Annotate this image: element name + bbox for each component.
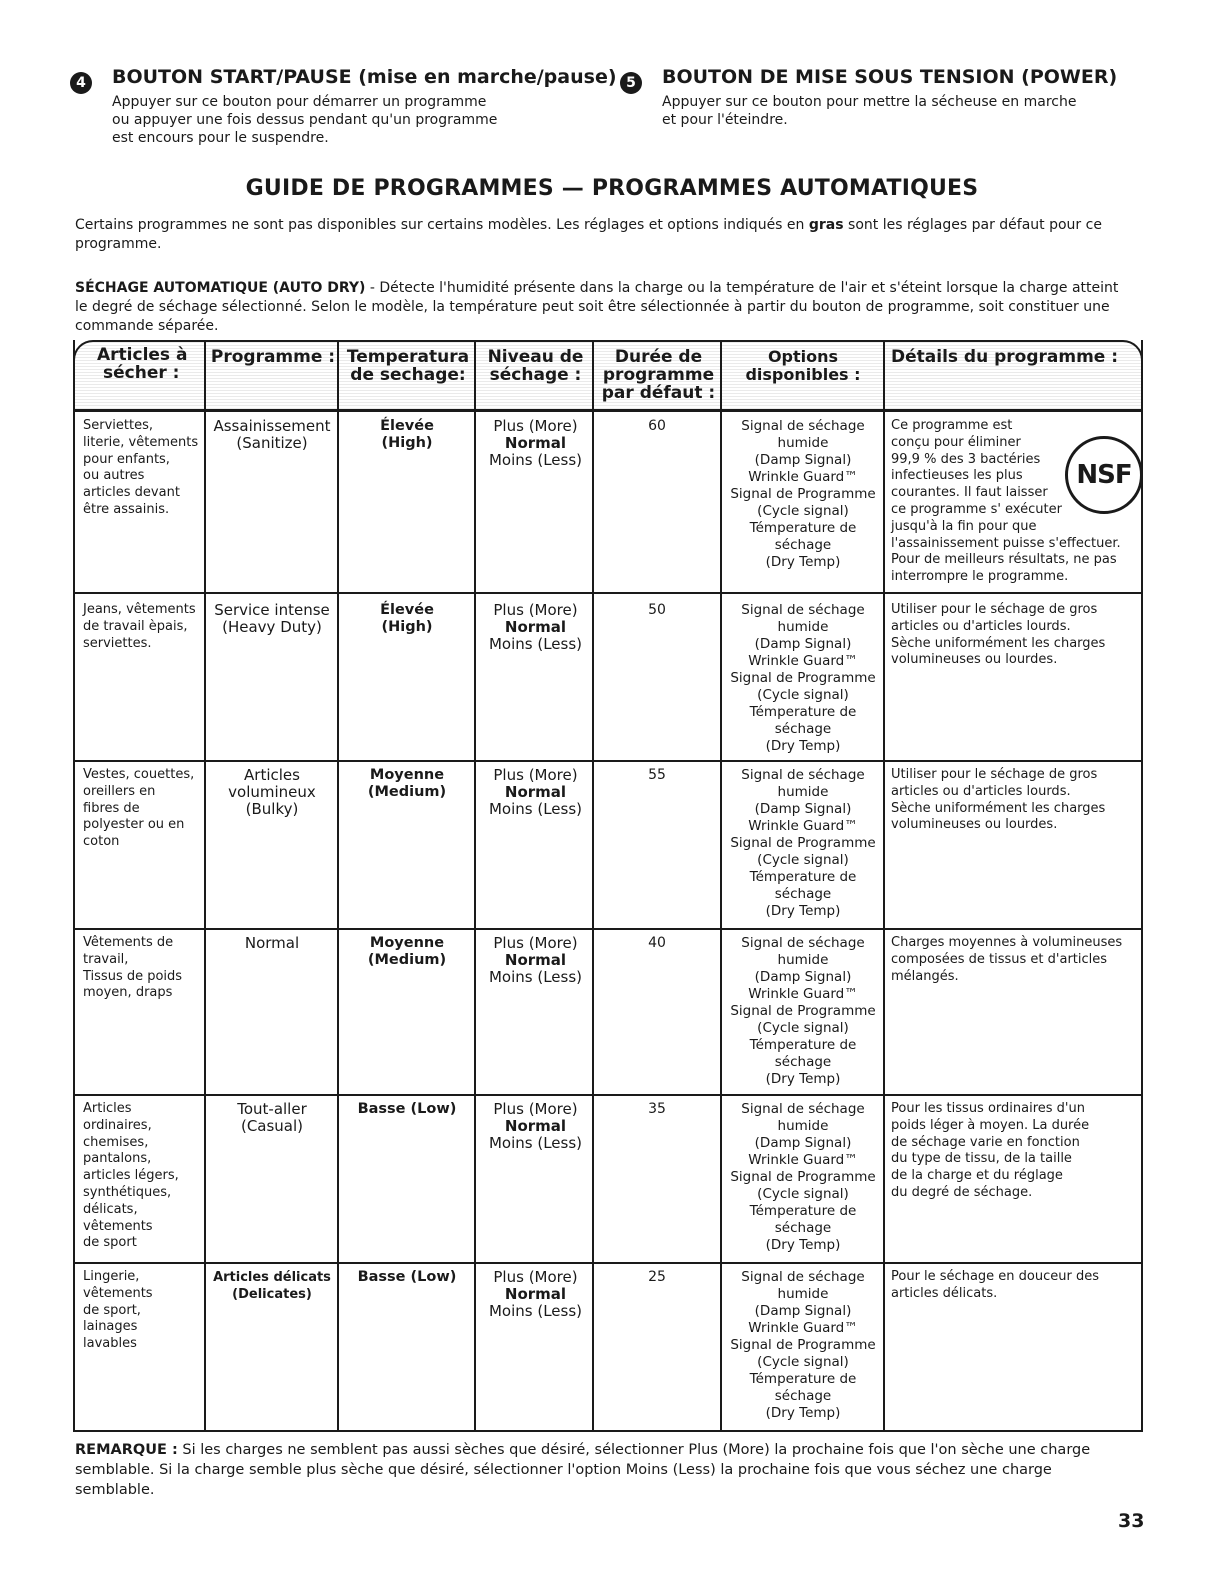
details-cell — [891, 602, 1141, 669]
row-divider — [75, 928, 1141, 930]
programme-cell — [208, 602, 336, 636]
page-number: 33 — [1118, 1510, 1145, 1532]
remarque-text: Si les charges ne semblent pas aussi sèches que désiré, sélectionner Plus (More) la prochaine fois que l'on sèche une charge semblable. Si la charge semble plus sèche que désiré, sélectionner l'option Moins (Less) la prochaine fois que vous séchez une charge semblable. — [75, 1442, 1091, 1498]
cell-line: articles ou d'articles lourds. — [891, 783, 1071, 799]
cell-line: (Dry Temp) — [765, 554, 841, 570]
cell-line: Ce programme est — [891, 418, 1013, 433]
header-line: Articles à — [97, 345, 188, 365]
cell-line: Moins (Less) — [488, 1134, 583, 1152]
cell-line: ce programme s' exécuter — [891, 501, 1062, 517]
niveau-cell — [478, 935, 593, 986]
cell-line-default: Normal — [504, 1117, 567, 1135]
cell-line: délicats, — [83, 1201, 138, 1217]
cell-line-default: Normal — [504, 783, 567, 801]
cell-line: lavables — [83, 1336, 137, 1352]
header-options — [725, 348, 881, 416]
cell-line: Moyenne — [369, 767, 445, 783]
cell-line: 99,9 % des 3 bactéries — [891, 451, 1041, 467]
temperature-cell — [341, 418, 473, 452]
cell-line: articles devant — [83, 485, 180, 501]
program-table — [73, 340, 1143, 1432]
auto-dry-text: - Détecte l'humidité présente dans la charge ou la température de l'air et s'éteint lorsque la charge atteint le degré de séchage sélectionné. Selon le modèle, la température peut soit être sélectionnée à partir du bouton de programme, soit constituer une commande séparée. — [75, 280, 1119, 334]
details-cell — [891, 767, 1141, 834]
cell-line: pour enfants, — [83, 451, 170, 467]
cell-line: moyen, draps — [83, 985, 173, 1001]
cell-line: du degré de séchage. — [891, 1184, 1033, 1200]
row-divider — [75, 592, 1141, 594]
header-temperature — [341, 348, 475, 416]
cell-line: (Dry Temp) — [765, 738, 841, 754]
header-articles — [83, 346, 217, 414]
cell-line: de travail èpais, — [83, 618, 188, 634]
cell-line: Signal de séchage — [741, 602, 865, 618]
cell-line: synthétiques, — [83, 1184, 172, 1200]
articles-cell — [83, 767, 207, 851]
cell-line: Signal de séchage — [741, 767, 865, 783]
auto-dry-paragraph — [75, 279, 1135, 336]
cell-line: (Dry Temp) — [765, 903, 841, 919]
details-cell — [891, 1101, 1141, 1202]
cell-line: Serviettes, — [83, 418, 153, 433]
cell-line: être assainis. — [83, 501, 170, 517]
niveau-cell — [478, 1101, 593, 1152]
articles-cell — [83, 602, 207, 652]
cell-line: Wrinkle Guard™ — [748, 1320, 858, 1336]
cell-line: humide — [777, 1286, 829, 1302]
duree-cell: 25 — [648, 1269, 666, 1285]
duree-cell: 55 — [648, 767, 666, 783]
cell-line: Charges moyennes à volumineuses — [891, 935, 1123, 950]
cell-line: literie, vêtements — [83, 434, 199, 450]
cell-line: Normal — [244, 934, 300, 952]
cell-line: Sèche uniformément les charges — [891, 635, 1106, 651]
cell-line: chemises, — [83, 1134, 149, 1150]
header-line: par défaut : — [601, 383, 716, 403]
cell-line: (Heavy Duty) — [222, 618, 322, 636]
header-line: Options — [767, 347, 839, 366]
auto-dry-label: SÉCHAGE AUTOMATIQUE (AUTO DRY) — [75, 280, 366, 296]
cell-line: (High) — [381, 435, 433, 451]
cell-line: Basse (Low) — [357, 1101, 457, 1117]
desc-line: et pour l'éteindre. — [662, 112, 788, 128]
cell-line: (Sanitize) — [236, 434, 308, 452]
cell-line: jusqu'à la fin pour que — [891, 518, 1037, 534]
cell-line: (Damp Signal) — [754, 1135, 852, 1151]
cell-line: Signal de séchage — [741, 935, 865, 951]
niveau-cell — [478, 767, 593, 818]
desc-line: Appuyer sur ce bouton pour mettre la sécheuse en marche — [662, 94, 1077, 110]
cell-line: Signal de Programme — [730, 486, 876, 502]
cell-line: humide — [777, 435, 829, 451]
start-pause-title: BOUTON START/PAUSE (mise en marche/pause) — [112, 66, 617, 88]
temperature-cell — [341, 602, 473, 636]
cell-line: Témperature de — [749, 1037, 857, 1053]
cell-line: ou autres — [83, 468, 145, 484]
cell-line: Wrinkle Guard™ — [748, 818, 858, 834]
cell-line: Témperature de — [749, 520, 857, 536]
articles-cell — [83, 1101, 207, 1252]
intro-text-end: sont les réglages par défaut pour ce programme. — [75, 217, 1102, 252]
cell-line: fibres de — [83, 800, 140, 816]
cell-line: oreillers en — [83, 783, 156, 799]
cell-line: de sport — [83, 1235, 137, 1251]
temperature-cell — [341, 1101, 473, 1118]
cell-line: (Damp Signal) — [754, 969, 852, 985]
cell-line: l'assainissement puisse s'effectuer. — [891, 535, 1121, 551]
cell-line: coton — [83, 834, 120, 850]
column-divider — [592, 340, 594, 1430]
header-details — [887, 348, 1141, 416]
cell-line: lainages — [83, 1319, 138, 1335]
cell-line: infectieuses les plus — [891, 468, 1023, 484]
cell-line: poids léger à moyen. La durée — [891, 1117, 1090, 1133]
power-description — [662, 93, 1076, 129]
cell-line: (Bulky) — [245, 800, 299, 818]
header-line: sécher : — [103, 363, 180, 383]
cell-line: séchage — [774, 1220, 832, 1236]
cell-line: (Cycle signal) — [757, 852, 849, 868]
cell-line: Signal de Programme — [730, 670, 876, 686]
cell-line: Signal de séchage — [741, 418, 865, 434]
cell-line: (Dry Temp) — [765, 1405, 841, 1421]
cell-line: (Medium) — [367, 784, 447, 800]
cell-line: Jeans, vêtements — [83, 602, 196, 617]
remarque-note — [75, 1440, 1135, 1500]
row-divider — [75, 1094, 1141, 1096]
cell-line: (Damp Signal) — [754, 1303, 852, 1319]
cell-line: Articles — [83, 1101, 132, 1116]
cell-line: Signal de séchage — [741, 1101, 865, 1117]
cell-line: Témperature de — [749, 1203, 857, 1219]
cell-line: Articles délicats — [213, 1270, 331, 1285]
details-cell — [891, 1269, 1141, 1303]
cell-line: articles légers, — [83, 1168, 179, 1184]
cell-line: Wrinkle Guard™ — [748, 986, 858, 1002]
cell-line: ordinaires, — [83, 1117, 152, 1133]
cell-line: volumineuses ou lourdes. — [891, 817, 1058, 833]
header-line: Programme : — [210, 347, 336, 367]
row-divider — [75, 760, 1141, 762]
cell-line: séchage — [774, 1054, 832, 1070]
cell-line: Utiliser pour le séchage de gros — [891, 767, 1098, 782]
cell-line: Wrinkle Guard™ — [748, 653, 858, 669]
intro-bold: gras — [808, 217, 844, 233]
cell-line: Service intense — [214, 601, 330, 619]
duree-cell: 40 — [648, 935, 666, 951]
cell-line: mélangés. — [891, 968, 959, 984]
cell-line: Signal de Programme — [730, 1003, 876, 1019]
cell-line: Témperature de — [749, 869, 857, 885]
cell-line: volumineuses ou lourdes. — [891, 652, 1058, 668]
intro-text: Certains programmes ne sont pas disponibles sur certains modèles. Les réglages et options indiqués en — [75, 217, 809, 233]
intro-paragraph — [75, 216, 1145, 254]
programme-cell — [208, 1269, 336, 1303]
cell-line: (Casual) — [240, 1117, 304, 1135]
cell-line: Signal de Programme — [730, 1337, 876, 1353]
table-header — [73, 340, 1143, 412]
header-programme — [208, 348, 338, 416]
cell-line: de séchage varie en fonction — [891, 1134, 1080, 1150]
cell-line-default: Normal — [504, 1285, 567, 1303]
cell-line: courantes. Il faut laisser — [891, 485, 1048, 501]
cell-line: du type de tissu, de la taille — [891, 1151, 1072, 1167]
cell-line: Moins (Less) — [488, 968, 583, 986]
cell-line: Tout-aller — [237, 1100, 307, 1118]
cell-line: Moins (Less) — [488, 1302, 583, 1320]
niveau-cell — [478, 602, 593, 653]
nsf-logo: NSF — [1065, 436, 1143, 514]
articles-cell — [83, 935, 207, 1002]
header-line: Détails du programme : — [891, 347, 1119, 367]
cell-line: Vêtements de — [83, 935, 174, 950]
cell-line: (Damp Signal) — [754, 636, 852, 652]
cell-line: travail, — [83, 951, 129, 967]
cell-line: pantalons, — [83, 1151, 152, 1167]
options-cell — [725, 1101, 881, 1254]
cell-line: (Delicates) — [232, 1287, 312, 1302]
cell-line: (Medium) — [367, 952, 447, 968]
cell-line: Moins (Less) — [488, 451, 583, 469]
header-duree — [596, 348, 721, 416]
programme-cell — [208, 418, 336, 452]
cell-line: Articles — [244, 766, 300, 784]
cell-line: humide — [777, 1118, 829, 1134]
column-divider — [883, 340, 885, 1430]
cell-line: (Cycle signal) — [757, 1354, 849, 1370]
header-line: séchage : — [489, 365, 582, 385]
programme-cell — [208, 935, 336, 952]
desc-line: ou appuyer une fois dessus pendant qu'un programme — [112, 112, 498, 128]
cell-line-default: Normal — [504, 618, 567, 636]
cell-line: (Cycle signal) — [757, 503, 849, 519]
cell-line: Plus (More) — [493, 1268, 578, 1286]
cell-line: de sport, — [83, 1302, 141, 1318]
cell-line: Moins (Less) — [488, 800, 583, 818]
cell-line: Wrinkle Guard™ — [748, 1152, 858, 1168]
cell-line: interrompre le programme. — [891, 569, 1069, 585]
header-niveau — [478, 348, 593, 416]
programme-cell — [208, 1101, 336, 1135]
cell-line: polyester ou en — [83, 817, 185, 833]
cell-line: Témperature de — [749, 1371, 857, 1387]
cell-line: (Damp Signal) — [754, 452, 852, 468]
temperature-cell — [341, 767, 473, 801]
cell-line: Vestes, couettes, — [83, 767, 195, 782]
programme-cell — [208, 767, 336, 818]
cell-line: (Dry Temp) — [765, 1237, 841, 1253]
cell-line: Signal de Programme — [730, 1169, 876, 1185]
cell-line: articles délicats. — [891, 1285, 998, 1301]
options-cell — [725, 935, 881, 1088]
niveau-cell — [478, 1269, 593, 1320]
options-cell — [725, 767, 881, 920]
cell-line: (Cycle signal) — [757, 1186, 849, 1202]
cell-line: Basse (Low) — [357, 1269, 457, 1285]
remarque-label: REMARQUE : — [75, 1442, 178, 1458]
cell-line-default: Normal — [504, 434, 567, 452]
cell-line: Témperature de — [749, 704, 857, 720]
cell-line: séchage — [774, 1388, 832, 1404]
cell-line: composées de tissus et d'articles — [891, 951, 1108, 967]
articles-cell — [83, 418, 207, 519]
guide-title: GUIDE DE PROGRAMMES — PROGRAMMES AUTOMATIQUES — [245, 176, 979, 201]
cell-line: Pour de meilleurs résultats, ne pas — [891, 552, 1117, 568]
header-line: disponibles : — [745, 365, 861, 384]
header-line: de sechage: — [350, 365, 466, 385]
options-cell — [725, 418, 881, 571]
duree-cell: 35 — [648, 1101, 666, 1117]
header-line: programme — [602, 365, 715, 385]
cell-line: humide — [777, 952, 829, 968]
cell-line: Plus (More) — [493, 417, 578, 435]
cell-line: Moyenne — [369, 935, 445, 951]
cell-line: vêtements — [83, 1285, 153, 1301]
duree-cell: 60 — [648, 418, 666, 434]
cell-line: Plus (More) — [493, 601, 578, 619]
cell-line: Plus (More) — [493, 1100, 578, 1118]
start-pause-description — [112, 93, 497, 147]
header-line: Temperatura — [346, 347, 470, 367]
temperature-cell — [341, 1269, 473, 1286]
column-divider — [337, 340, 339, 1430]
header-line: Durée de — [614, 347, 703, 367]
temperature-cell — [341, 935, 473, 969]
cell-line: vêtements — [83, 1218, 153, 1234]
cell-line: Plus (More) — [493, 766, 578, 784]
number-badge-5: 5 — [620, 72, 642, 94]
cell-line: serviettes. — [83, 635, 152, 651]
details-cell — [891, 935, 1141, 985]
number-badge-4: 4 — [70, 72, 92, 94]
cell-line: Wrinkle Guard™ — [748, 469, 858, 485]
cell-line: (Dry Temp) — [765, 1071, 841, 1087]
cell-line: Plus (More) — [493, 934, 578, 952]
cell-line: Signal de séchage — [741, 1269, 865, 1285]
cell-line: volumineux — [228, 783, 316, 801]
cell-line: (Cycle signal) — [757, 1020, 849, 1036]
cell-line: Pour les tissus ordinaires d'un — [891, 1101, 1085, 1116]
cell-line: Sèche uniformément les charges — [891, 800, 1106, 816]
cell-line: (High) — [381, 619, 433, 635]
cell-line: Tissus de poids — [83, 968, 183, 984]
cell-line: Utiliser pour le séchage de gros — [891, 602, 1098, 617]
cell-line: Assainissement — [213, 417, 331, 435]
power-title: BOUTON DE MISE SOUS TENSION (POWER) — [662, 66, 1118, 88]
cell-line: humide — [777, 784, 829, 800]
header-line: Niveau de — [487, 347, 584, 367]
options-cell — [725, 1269, 881, 1422]
niveau-cell — [478, 418, 593, 469]
desc-line: est encours pour le suspendre. — [112, 130, 329, 146]
options-cell — [725, 602, 881, 755]
cell-line: Élevée — [380, 602, 434, 618]
cell-line: conçu pour éliminer — [891, 434, 1021, 450]
cell-line: Moins (Less) — [488, 635, 583, 653]
duree-cell: 50 — [648, 602, 666, 618]
cell-line: séchage — [774, 721, 832, 737]
desc-line: Appuyer sur ce bouton pour démarrer un programme — [112, 94, 487, 110]
cell-line: Signal de Programme — [730, 835, 876, 851]
cell-line: humide — [777, 619, 829, 635]
cell-line: (Damp Signal) — [754, 801, 852, 817]
cell-line: Lingerie, — [83, 1269, 140, 1284]
cell-line: Élevée — [380, 418, 434, 434]
cell-line: (Cycle signal) — [757, 687, 849, 703]
row-divider — [75, 1262, 1141, 1264]
cell-line-default: Normal — [504, 951, 567, 969]
cell-line: de la charge et du réglage — [891, 1168, 1063, 1184]
cell-line: séchage — [774, 886, 832, 902]
column-divider — [474, 340, 476, 1430]
cell-line: séchage — [774, 537, 832, 553]
articles-cell — [83, 1269, 207, 1353]
cell-line: articles ou d'articles lourds. — [891, 618, 1071, 634]
cell-line: Pour le séchage en douceur des — [891, 1269, 1099, 1284]
column-divider — [720, 340, 722, 1430]
